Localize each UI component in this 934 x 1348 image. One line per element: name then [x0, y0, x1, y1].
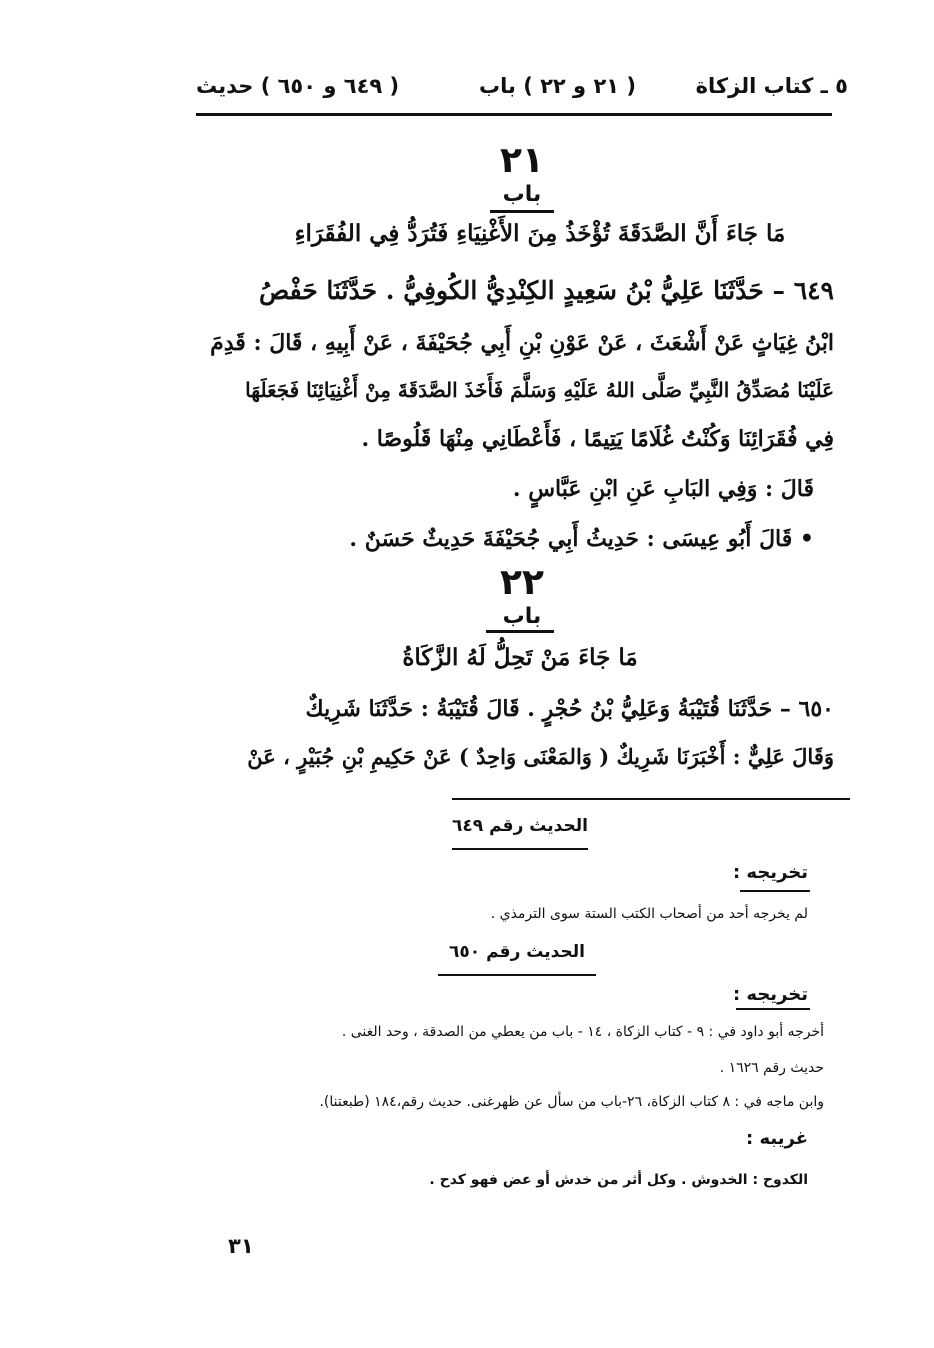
- footnote-650-line-3: وابن ماجه في : ٨ كتاب الزكاة، ٢٦-باب من سأل عن ظهرغنى. حديث رقم،١٨٤ (طبعتنا).: [319, 1094, 824, 1110]
- hadith-649-line-1: ٦٤٩ – حَدَّثَنَا عَلِيُّ بْنُ سَعِيدٍ الكِنْدِيُّ الكُوفِيُّ . حَدَّثَنَا حَفْصُ: [258, 276, 834, 305]
- footnote-649-label-rule: [740, 890, 810, 892]
- footnote-649-title-rule: [452, 848, 588, 850]
- footnote-650-line-2: حديث رقم ١٦٢٦ .: [719, 1060, 824, 1076]
- chapter-21-title: مَا جَاءَ أَنَّ الصَّدَقَةَ تُؤْخَذُ مِنَ الأَغْنِيَاءِ فَتُرَدُّ فِي الفُقَرَاءِ: [294, 220, 786, 247]
- page-number: ٣١: [228, 1234, 254, 1258]
- chapter-22-title: مَا جَاءَ مَنْ تَحِلُّ لَهُ الزَّكَاةُ: [402, 644, 638, 671]
- header-sections: ( ٢١ و ٢٢ ) باب: [479, 74, 636, 98]
- chapter-21-number: ٢١: [500, 140, 544, 181]
- header-chapter: ٥ ـ كتاب الزكاة: [695, 74, 848, 98]
- footnote-650-title: الحديث رقم ٦٥٠: [449, 942, 585, 962]
- footnote-649-title: الحديث رقم ٦٤٩: [452, 816, 588, 836]
- chapter-21-bab: باب: [502, 182, 542, 207]
- hadith-649-line-4: فِي فُقَرَائِنَا وَكُنْتُ غُلَامًا يَتِيمًا ، فَأَعْطَانِي مِنْهَا قَلُوصًا .: [361, 426, 834, 452]
- gharib-label: غريبه :: [746, 1128, 808, 1149]
- hadith-649-line-6: • قَالَ أَبُو عِيسَى : حَدِيثُ أَبِي جُحَيْفَةَ حَدِيثٌ حَسَنٌ .: [349, 526, 814, 552]
- hadith-650-line-1: ٦٥٠ – حَدَّثَنَا قُتَيْبَةُ وَعَلِيُّ بْنُ حُجْرٍ . قَالَ قُتَيْبَةُ : حَدَّثَنَا شَرِيكٌ: [305, 696, 834, 722]
- header-hadiths: ( ٦٤٩ و ٦٥٠ ) حديث: [196, 74, 400, 98]
- hadith-649-line-2: ابْنُ غِيَاثٍ عَنْ أَشْعَثَ ، عَنْ عَوْنِ بْنِ أَبِي جُحَيْفَةَ ، عَنْ أَبِيهِ ، قَالَ : قَدِمَ: [210, 330, 834, 356]
- footnote-650-line-1: أخرجه أبو داود في : ٩ - كتاب الزكاة ، ١٤ - باب من يعطي من الصدقة ، وحد الغنى .: [341, 1024, 824, 1040]
- chapter-22-number: ٢٢: [500, 562, 544, 603]
- footnote-649-takhrij-text: لم يخرجه أحد من أصحاب الكتب الستة سوى الترمذي .: [490, 906, 808, 922]
- gharib-text: الكدوح : الخدوش . وكل أثر من خدش أو عض فهو كدح .: [429, 1172, 808, 1188]
- footnote-650-label-rule: [736, 1008, 810, 1010]
- footnote-separator: [452, 798, 850, 800]
- hadith-649-line-3: عَلَيْنَا مُصَدِّقُ النَّبِيِّ صَلَّى اللهُ عَلَيْهِ وَسَلَّمَ فَأَخَذَ الصَّدَقَةَ مِنْ أَغْنِيَائِنَا فَجَعَلَهَا: [245, 378, 834, 402]
- footnote-650-takhrij-label: تخريجه :: [732, 984, 808, 1005]
- chapter-22-bab-underline: [486, 630, 554, 633]
- chapter-22-bab: باب: [502, 604, 542, 629]
- chapter-21-bab-underline: [490, 210, 554, 213]
- footnote-649-takhrij-label: تخريجه :: [732, 862, 808, 883]
- footnote-650-title-rule: [438, 974, 596, 976]
- hadith-650-line-2: وَقَالَ عَلِيٌّ : أَخْبَرَنَا شَرِيكٌ ( وَالمَعْنَى وَاحِدٌ ) عَنْ حَكِيمِ بْنِ جُبَيْرٍ ، عَنْ: [247, 744, 834, 769]
- header-rule: [196, 113, 832, 116]
- hadith-649-line-5: قَالَ : وَفِي البَابِ عَنِ ابْنِ عَبَّاسٍ .: [512, 476, 814, 502]
